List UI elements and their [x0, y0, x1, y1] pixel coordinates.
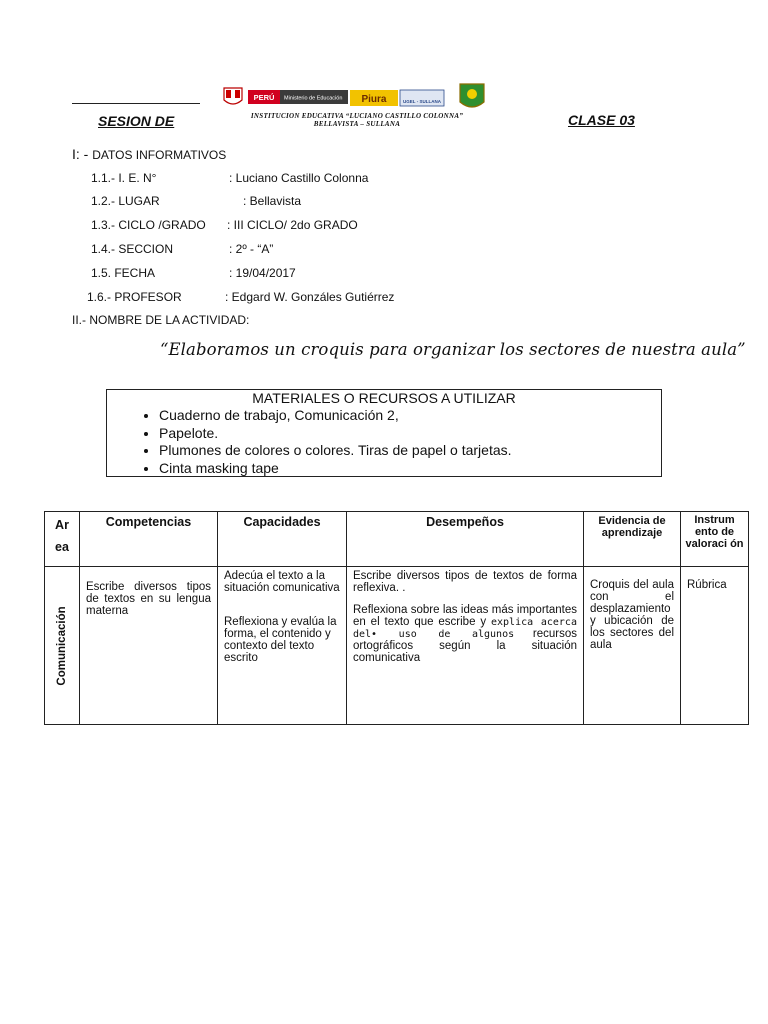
table-row [45, 567, 749, 725]
datos-row [91, 218, 206, 232]
desempeno-2c: recursos ortográficos según la situación comunicativa [353, 628, 578, 664]
peru-shield-icon [224, 88, 242, 104]
datos-heading [72, 146, 226, 162]
datos-label: 1.3.- CICLO /GRADO [91, 218, 206, 232]
desempeno-1: Escribe diversos tipos de textos de forma reflexiva. . [353, 570, 577, 594]
datos-heading-text: DATOS INFORMATIVOS [92, 148, 227, 162]
capacidad-2: Reflexiona y evalúa la forma, el contenido y contexto del texto escrito [224, 616, 337, 664]
materials-title: MATERIALES O RECURSOS A UTILIZAR [252, 390, 516, 406]
header-evidencia: Evidencia de aprendizaje [584, 512, 681, 567]
datos-value: : Edgard W. Gonzáles Gutiérrez [225, 290, 395, 304]
area-text: Comunicación [56, 605, 68, 686]
datos-label: 1.5. FECHA [91, 266, 156, 280]
logo-peru-text: PERÚ [253, 93, 275, 102]
activity-title: “Elaboramos un croquis para organizar los sectores de nuestra aula” [160, 340, 746, 359]
session-table [44, 511, 749, 725]
datos-label: 1.4.- SECCION [91, 242, 174, 256]
list-item: • Plumones de colores o colores. Tiras de papel o tarjetas. [159, 442, 512, 460]
header-area: Ar ea [45, 512, 80, 567]
datos-value: : 2º - “A” [229, 242, 274, 256]
datos-value: : 19/04/2017 [229, 266, 296, 280]
instrumento-cell: Rúbrica [681, 567, 749, 725]
desempeno-2b: explica acerca del• uso de algunos [353, 617, 577, 640]
actividad-heading: II.- NOMBRE DE LA ACTIVIDAD: [72, 313, 250, 327]
sesion-label: SESION DE [98, 113, 175, 129]
competencia-cell: Escribe diversos tipos de textos en su lengua materna [80, 567, 218, 725]
datos-row [87, 290, 182, 304]
datos-row [91, 171, 156, 185]
logo-ministerio-text: Ministerio de Educación [284, 95, 343, 102]
clase-label: CLASE 03 [568, 112, 635, 128]
datos-value: : Bellavista [243, 194, 302, 208]
desempeno-2 [353, 604, 577, 664]
capacidad-1: Adecúa el texto a la situación comunicativa [224, 570, 340, 594]
datos-row [91, 194, 160, 208]
logo-piura-text: Piura [361, 94, 387, 105]
header-instrumento: Instrum ento de valoraci ón [681, 512, 749, 567]
datos-label: 1.6.- PROFESOR [87, 290, 182, 304]
school-crest-icon [460, 84, 484, 107]
list-item: • Cuaderno de trabajo, Comunicación 2, [159, 407, 512, 425]
header-capacidades: Capacidades [218, 512, 347, 567]
materials-box [106, 389, 662, 477]
header-desempenos: Desempeños [347, 512, 584, 567]
materials-list [107, 407, 512, 477]
area-cell [45, 567, 80, 725]
datos-value: : III CICLO/ 2do GRADO [227, 218, 358, 232]
header-competencias: Competencias [80, 512, 218, 567]
signature-line [72, 103, 200, 104]
institution-line-2: BELLAVISTA – SULLANA [313, 120, 401, 128]
institution-logos [222, 80, 492, 112]
desempeno-2a: Reflexiona sobre las ideas más importantes en el texto que escribe y [353, 604, 577, 628]
desempenos-cell [347, 567, 584, 725]
evidencia-cell: Croquis del aula con el desplazamiento y ubicación de los sectores del aula [584, 567, 681, 725]
datos-label: 1.2.- LUGAR [91, 194, 160, 208]
datos-value: : Luciano Castillo Colonna [229, 171, 369, 185]
list-item: • Cinta masking tape [159, 460, 512, 478]
datos-row [91, 242, 173, 256]
institution-name [222, 112, 492, 128]
datos-row [91, 266, 155, 280]
capacidades-cell [218, 567, 347, 725]
list-item: • Papelote. [159, 425, 512, 443]
table-header-row [45, 512, 749, 567]
datos-label: 1.1.- I. E. N° [91, 171, 157, 185]
institution-line-1: INSTITUCION EDUCATIVA “LUCIANO CASTILLO COLONNA” [250, 112, 464, 120]
logo-ugel-text: UGEL - SULLANA [403, 99, 441, 104]
datos-heading-prefix: I: - [72, 146, 93, 162]
